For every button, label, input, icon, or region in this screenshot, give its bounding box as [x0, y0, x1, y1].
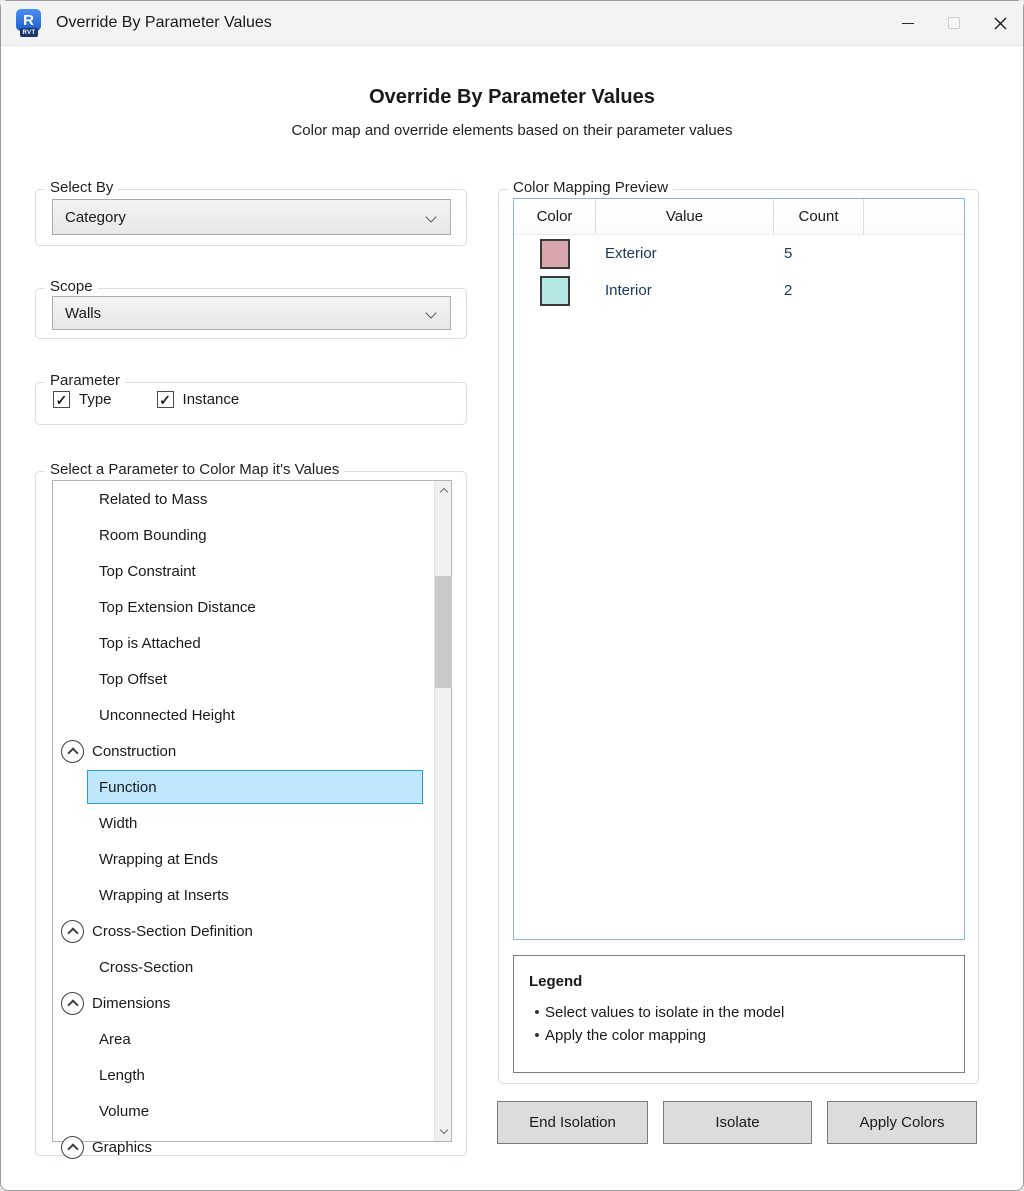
isolate-button[interactable]: Isolate [663, 1101, 812, 1144]
param-item[interactable] [53, 1021, 436, 1057]
empty-column-header [864, 199, 964, 234]
maximize-button [931, 1, 977, 45]
param-item-label: Cross-Section Definition [92, 922, 253, 940]
table-row[interactable] [514, 272, 964, 309]
title-bar [1, 1, 1023, 46]
legend-title: Legend [529, 973, 583, 990]
param-item-label: Top Offset [99, 670, 168, 688]
param-group-item[interactable] [53, 985, 436, 1021]
param-item[interactable] [53, 1057, 436, 1093]
param-item[interactable] [53, 697, 436, 733]
scope-group [35, 278, 467, 339]
param-item[interactable] [87, 770, 423, 804]
parameter-group [35, 372, 467, 425]
revit-icon-letter: R [16, 9, 41, 31]
select-by-value: Category [65, 208, 126, 226]
param-item[interactable] [53, 589, 436, 625]
param-item[interactable] [53, 949, 436, 985]
select-by-label: Select By [45, 179, 118, 196]
legend-box [513, 955, 965, 1073]
param-item-label: Wrapping at Ends [99, 850, 218, 868]
count-cell: 2 [784, 282, 793, 299]
minimize-icon [902, 23, 914, 24]
param-item-label: Area [99, 1030, 131, 1048]
table-row[interactable] [514, 235, 964, 272]
color-cell [514, 239, 596, 269]
param-item-label: Room Bounding [99, 526, 207, 544]
close-icon [993, 16, 1008, 31]
scope-value: Walls [65, 304, 102, 322]
instance-checkbox[interactable] [157, 391, 240, 408]
color-mapping-table [513, 198, 965, 940]
color-mapping-preview-group [498, 179, 979, 1084]
checkmark-icon: ✓ [157, 391, 174, 408]
param-item-label: Volume [99, 1102, 150, 1120]
count-cell: 5 [784, 245, 793, 262]
page-subtitle: Color map and override elements based on their parameter values [291, 122, 733, 139]
parameter-list-scrollbar[interactable] [434, 481, 451, 1141]
param-group-item[interactable] [53, 733, 436, 769]
collapse-chevron-icon[interactable] [61, 1136, 84, 1159]
close-button[interactable] [977, 1, 1023, 45]
value-cell: Exterior [605, 245, 657, 262]
apply-colors-button[interactable]: Apply Colors [827, 1101, 977, 1144]
checkmark-icon: ✓ [53, 391, 70, 408]
chevron-down-icon [425, 211, 436, 222]
scroll-down-icon[interactable] [435, 1123, 452, 1140]
maximize-icon [948, 17, 960, 29]
param-item[interactable] [53, 877, 436, 913]
revit-app-icon [16, 9, 43, 37]
collapse-chevron-icon[interactable] [61, 992, 84, 1015]
collapse-chevron-icon[interactable] [61, 740, 84, 763]
param-item-label: Width [99, 814, 138, 832]
color-cell [514, 276, 596, 306]
window-title: Override By Parameter Values [56, 14, 272, 31]
param-item[interactable] [53, 481, 436, 517]
parameter-list [52, 480, 452, 1156]
param-item-label: Length [99, 1066, 145, 1084]
param-item-label: Cross-Section [99, 958, 194, 976]
value-cell: Interior [605, 282, 652, 299]
collapse-chevron-icon[interactable] [61, 920, 84, 943]
param-item[interactable] [53, 805, 436, 841]
scope-dropdown[interactable] [52, 296, 451, 330]
legend-bullet: • Apply the color mapping [534, 1027, 706, 1044]
param-item[interactable] [53, 625, 436, 661]
param-item-label: Wrapping at Inserts [99, 886, 229, 904]
legend-bullet: • Select values to isolate in the model [534, 1004, 785, 1021]
parameter-select-label: Select a Parameter to Color Map it's Values [45, 461, 344, 478]
param-group-item[interactable] [53, 1129, 436, 1165]
scroll-up-icon[interactable] [435, 482, 452, 499]
page-title: Override By Parameter Values [369, 86, 655, 108]
instance-checkbox-label: Instance [182, 391, 240, 408]
type-checkbox-label: Type [79, 391, 112, 408]
param-item-label: Dimensions [92, 994, 171, 1012]
param-item-label: Construction [92, 742, 177, 760]
param-item-label: Unconnected Height [99, 706, 235, 724]
type-checkbox[interactable] [53, 391, 112, 408]
scrollbar-thumb[interactable] [435, 576, 452, 688]
revit-icon-badge: RVT [20, 28, 38, 37]
count-column-header[interactable]: Count [774, 199, 864, 234]
color-column-header[interactable]: Color [514, 199, 596, 234]
table-header [514, 199, 964, 235]
select-by-dropdown[interactable] [52, 199, 451, 235]
param-item[interactable] [53, 841, 436, 877]
chevron-down-icon [425, 307, 436, 318]
legend-bullet-list [529, 1001, 954, 1047]
param-item-label: Top Constraint [99, 562, 196, 580]
param-item[interactable] [53, 553, 436, 589]
window-controls [885, 1, 1023, 45]
minimize-button[interactable] [885, 1, 931, 45]
param-item[interactable] [53, 517, 436, 553]
parameter-select-group [35, 461, 467, 1156]
param-group-item[interactable] [53, 913, 436, 949]
param-item-label: Function [99, 778, 157, 796]
end-isolation-button[interactable]: End Isolation [497, 1101, 648, 1144]
color-swatch [540, 276, 570, 306]
param-item-label: Top is Attached [99, 634, 201, 652]
param-item-label: Graphics [92, 1138, 153, 1156]
scope-label: Scope [45, 278, 98, 295]
parameter-label: Parameter [45, 372, 125, 389]
param-item[interactable] [53, 661, 436, 697]
select-by-group [35, 179, 467, 246]
color-mapping-preview-label: Color Mapping Preview [508, 179, 673, 196]
value-column-header[interactable]: Value [596, 199, 774, 234]
param-item-label: Related to Mass [99, 490, 208, 508]
color-swatch [540, 239, 570, 269]
parameter-checkboxes [53, 391, 284, 408]
param-item-label: Top Extension Distance [99, 598, 256, 616]
param-item[interactable] [53, 1093, 436, 1129]
